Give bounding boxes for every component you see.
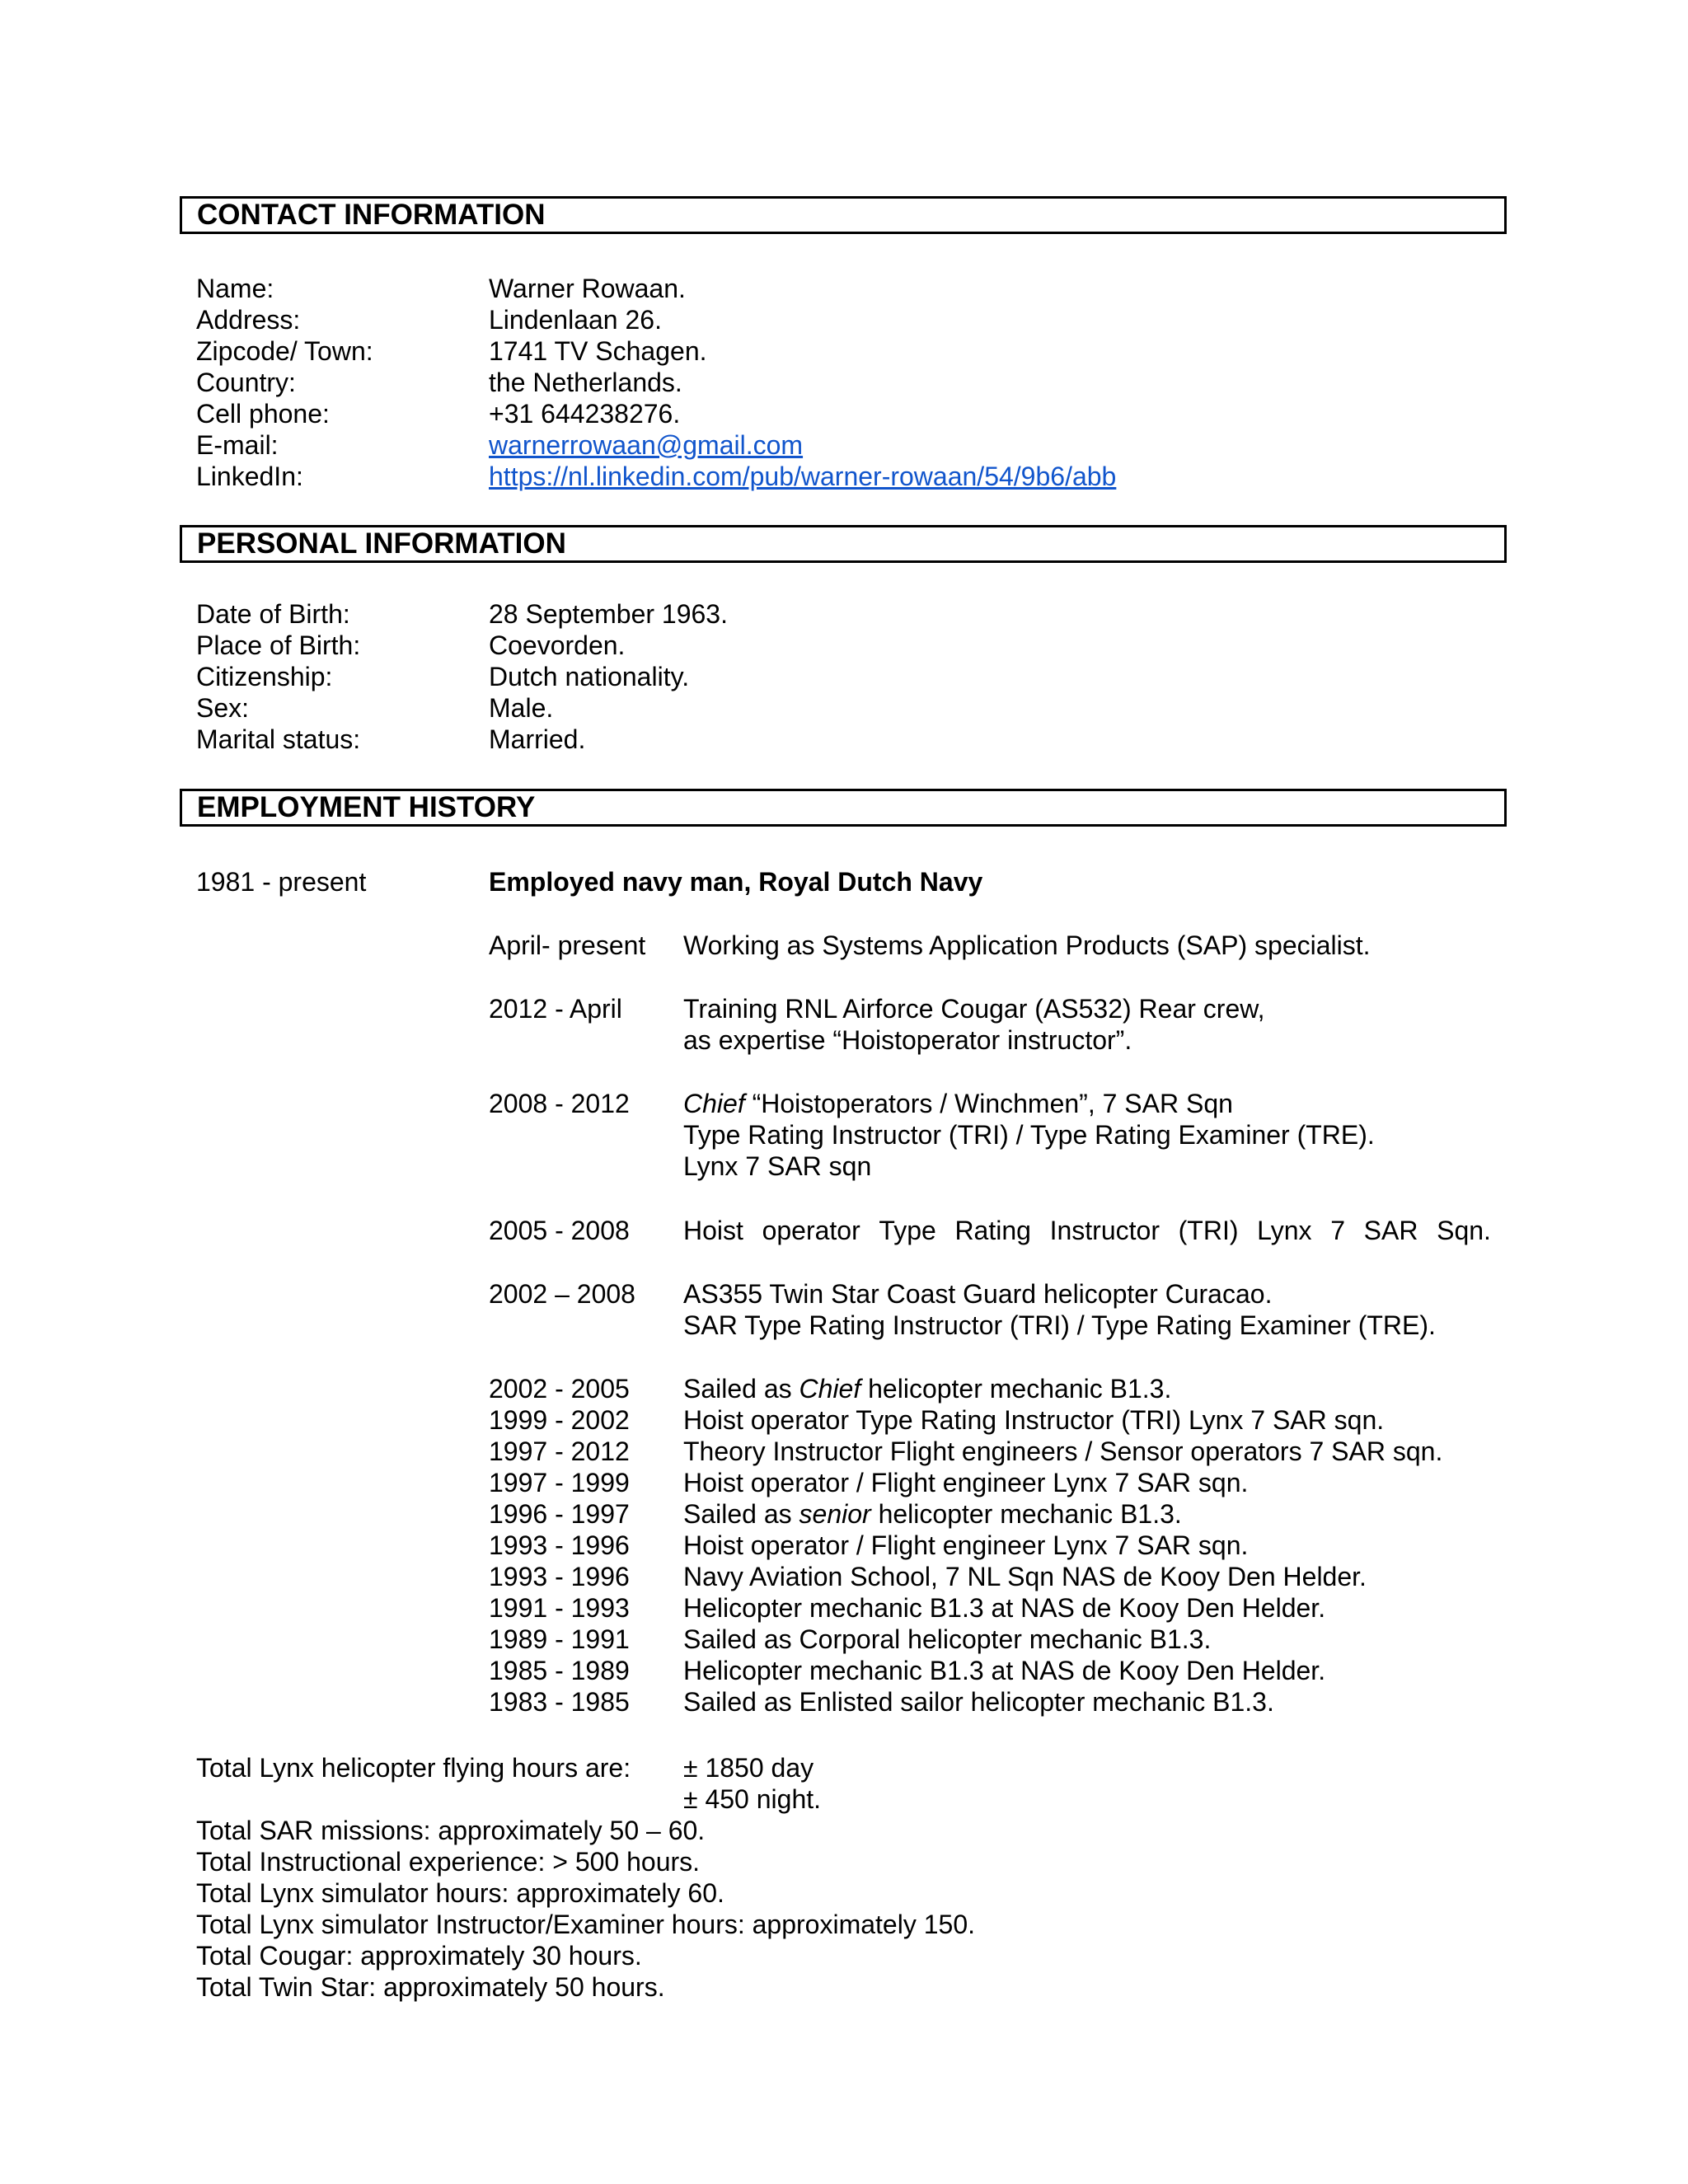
employment-period: 1981 - present: [196, 867, 367, 897]
history-description: Sailed as senior helicopter mechanic B1.3.: [683, 1499, 1182, 1529]
history-date: 1996 - 1997: [489, 1499, 630, 1529]
employment-title: Employed navy man, Royal Dutch Navy: [489, 867, 983, 897]
history-date: 1983 - 1985: [489, 1687, 630, 1717]
job-line: as expertise “Hoistoperator instructor”.: [683, 1025, 1132, 1055]
history-date: 1993 - 1996: [489, 1530, 630, 1560]
field-value: 28 September 1963.: [489, 599, 728, 629]
history-description: Hoist operator / Flight engineer Lynx 7 SAR sqn.: [683, 1468, 1249, 1497]
field-label: Country:: [196, 368, 296, 397]
totals-line: Total Twin Star: approximately 50 hours.: [196, 1972, 665, 2002]
personal-section-header: PERSONAL INFORMATION: [180, 525, 1507, 563]
history-date: 1985 - 1989: [489, 1656, 630, 1685]
linkedin-link[interactable]: https://nl.linkedin.com/pub/warner-rowaan/54/9b6/abb: [489, 462, 1117, 491]
totals-flying-hours-night: [196, 1783, 975, 1815]
field-value: 1741 TV Schagen.: [489, 336, 707, 366]
job-date: 2005 - 2008: [489, 1216, 630, 1245]
job-date: April- present: [489, 930, 646, 960]
field-label: Sex:: [196, 693, 250, 723]
history-description: Sailed as Corporal helicopter mechanic B1.3.: [683, 1624, 1212, 1654]
field-value: Male.: [489, 693, 554, 723]
totals-flying-hours: [196, 1752, 975, 1783]
job-line: Type Rating Instructor (TRI) / Type Rating Examiner (TRE).: [683, 1120, 1375, 1150]
totals-block: [196, 1752, 975, 2003]
field-label: Marital status:: [196, 724, 361, 754]
field-label: Citizenship:: [196, 662, 333, 691]
history-date: 1997 - 2012: [489, 1436, 630, 1466]
history-description: Hoist operator Type Rating Instructor (TRI) Lynx 7 SAR sqn.: [683, 1405, 1385, 1435]
history-description: Navy Aviation School, 7 NL Sqn NAS de Kooy Den Helder.: [683, 1562, 1367, 1591]
field-value: Coevorden.: [489, 630, 626, 660]
history-description: Helicopter mechanic B1.3 at NAS de Kooy Den Helder.: [683, 1593, 1326, 1623]
contact-section-header: CONTACT INFORMATION: [180, 196, 1507, 234]
history-emphasis: Chief: [799, 1374, 861, 1404]
field-label: Name:: [196, 274, 274, 303]
history-date: 1993 - 1996: [489, 1562, 630, 1591]
field-label: Zipcode/ Town:: [196, 336, 373, 366]
history-date: 2002 - 2005: [489, 1374, 630, 1404]
history-description: Hoist operator / Flight engineer Lynx 7 SAR sqn.: [683, 1530, 1249, 1560]
history-description: Sailed as Enlisted sailor helicopter mechanic B1.3.: [683, 1687, 1274, 1717]
job-line: SAR Type Rating Instructor (TRI) / Type Rating Examiner (TRE).: [683, 1310, 1436, 1340]
totals-line: Total Lynx simulator hours: approximately 60.: [196, 1878, 724, 1908]
email-link[interactable]: warnerrowaan@gmail.com: [489, 430, 804, 460]
field-label: Address:: [196, 305, 301, 335]
history-description: Sailed as Chief helicopter mechanic B1.3.: [683, 1374, 1172, 1404]
job-line: Chief “Hoistoperators / Winchmen”, 7 SAR Sqn: [683, 1089, 1233, 1118]
field-value: Lindenlaan 26.: [489, 305, 662, 335]
job-line: Lynx 7 SAR sqn: [683, 1151, 872, 1181]
field-value: Married.: [489, 724, 586, 754]
field-label: Place of Birth:: [196, 630, 361, 660]
job-date: 2012 - April: [489, 994, 622, 1024]
field-label: E-mail:: [196, 430, 279, 460]
job-date: 2002 – 2008: [489, 1279, 635, 1309]
totals-flying-day: ± 1850 day: [683, 1753, 814, 1783]
field-label: Date of Birth:: [196, 599, 350, 629]
field-label: LinkedIn:: [196, 462, 303, 491]
history-date: 1989 - 1991: [489, 1624, 630, 1654]
totals-line: Total Cougar: approximately 30 hours.: [196, 1941, 642, 1971]
totals-flying-night: ± 450 night.: [683, 1784, 822, 1814]
job-line: Working as Systems Application Products (SAP) specialist.: [683, 930, 1371, 960]
job-line: Training RNL Airforce Cougar (AS532) Rear crew,: [683, 994, 1265, 1024]
history-date: 1999 - 2002: [489, 1405, 630, 1435]
job-date: 2008 - 2012: [489, 1089, 630, 1118]
job-line: AS355 Twin Star Coast Guard helicopter Curacao.: [683, 1279, 1273, 1309]
job-line: Hoist operator Type Rating Instructor (TRI) Lynx 7 SAR Sqn.: [683, 1216, 1491, 1245]
totals-line: Total SAR missions: approximately 50 – 60.: [196, 1816, 706, 1845]
employment-section-header: EMPLOYMENT HISTORY: [180, 789, 1507, 827]
history-description: Theory Instructor Flight engineers / Sensor operators 7 SAR sqn.: [683, 1436, 1443, 1466]
field-value: Warner Rowaan.: [489, 274, 686, 303]
history-description: Helicopter mechanic B1.3 at NAS de Kooy Den Helder.: [683, 1656, 1326, 1685]
field-value: the Netherlands.: [489, 368, 682, 397]
history-date: 1997 - 1999: [489, 1468, 630, 1497]
job-emphasis: Chief: [683, 1089, 745, 1118]
totals-line: Total Lynx simulator Instructor/Examiner hours: approximately 150.: [196, 1910, 975, 1939]
totals-flying-label: Total Lynx helicopter flying hours are:: [196, 1753, 631, 1783]
history-emphasis: senior: [799, 1499, 871, 1529]
field-label: Cell phone:: [196, 399, 330, 429]
totals-line: Total Instructional experience: > 500 hours.: [196, 1847, 701, 1877]
field-value: +31 644238276.: [489, 399, 681, 429]
history-date: 1991 - 1993: [489, 1593, 630, 1623]
field-value: Dutch nationality.: [489, 662, 690, 691]
